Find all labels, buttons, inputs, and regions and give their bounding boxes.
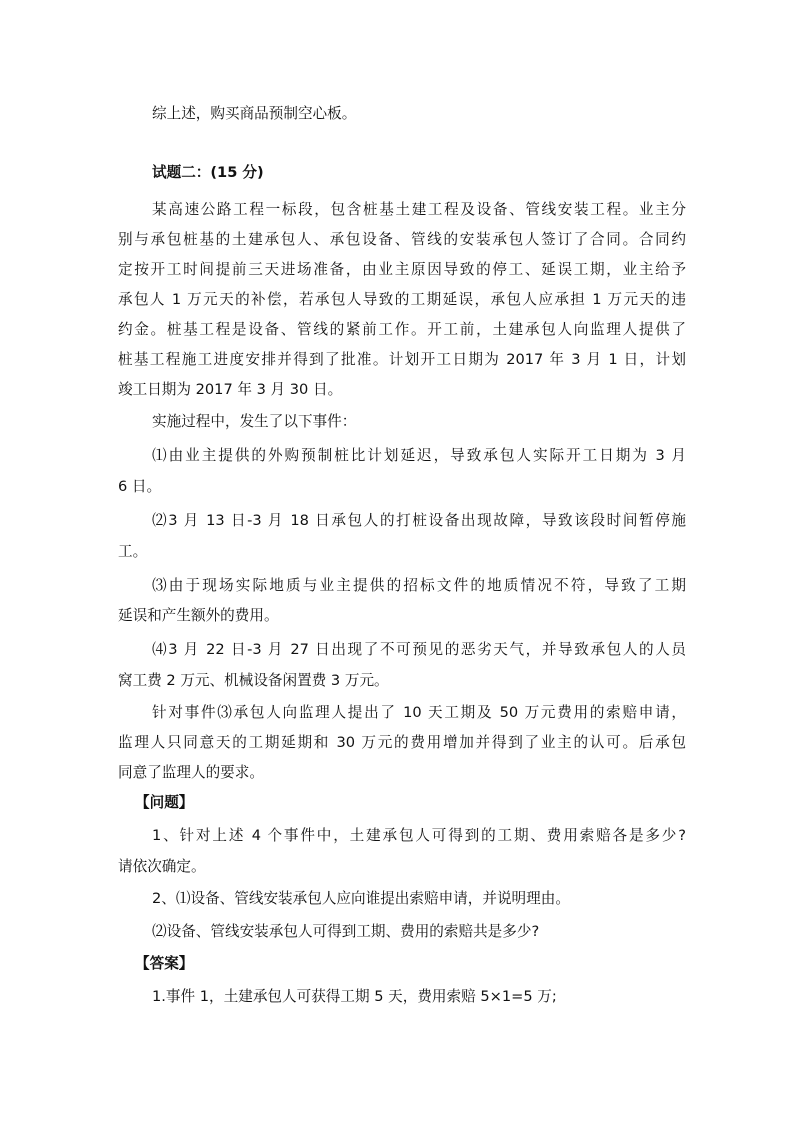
intro-line: 别与承包桩基的土建承包人、承包设备、管线的安装承包人签订了合同。合同约 [118, 231, 686, 248]
intro-line: 约金。桩基工程是设备、管线的紧前工作。开工前，土建承包人向监理人提供了 [118, 321, 686, 338]
event-line: ⑷3 月 22 日-3 月 27 日出现了不可预见的恶劣天气，并导致承包人的人员 [152, 641, 686, 658]
questions-heading: 【问题】 [135, 794, 194, 811]
event-line: 延误和产生额外的费用。 [118, 607, 279, 624]
intro-line: 桩基工程施工进度安排并得到了批准。计划开工日期为 2017 年 3 月 1 日，计划 [118, 351, 686, 368]
answer-line: 1.事件 1，土建承包人可获得工期 5 天，费用索赔 5×1=5 万; [152, 988, 557, 1005]
event-line: ⑵3 月 13 日-3 月 18 日承包人的打桩设备出现故障，导致该段时间暂停施 [152, 512, 686, 529]
section-title: 试题二：(15 分) [152, 164, 264, 181]
intro-line: 定按开工时间提前三天进场准备，由业主原因导致的停工、延误工期，业主给予 [118, 261, 686, 278]
event-line: 6 日。 [118, 478, 162, 495]
question-line: 1、针对上述 4 个事件中，土建承包人可得到的工期、费用索赔各是多少? [152, 827, 686, 844]
claim-line: 同意了监理人的要求。 [118, 764, 264, 781]
question-line: 2、⑴设备、管线安装承包人应向谁提出索赔申请，并说明理由。 [152, 890, 570, 907]
intro-line: 竣工日期为 2017 年 3 月 30 日。 [118, 381, 343, 398]
events-lead: 实施过程中，发生了以下事件： [152, 413, 357, 430]
question-line: 请依次确定。 [118, 858, 206, 875]
event-line: 窝工费 2 万元、机械设备闲置费 3 万元。 [118, 672, 389, 689]
event-line: ⑶由于现场实际地质与业主提供的招标文件的地质情况不符，导致了工期 [152, 577, 686, 594]
intro-line: 承包人 1 万元天的补偿，若承包人导致的工期延误，承包人应承担 1 万元天的违 [118, 291, 686, 308]
conclusion-line: 综上述，购买商品预制空心板。 [152, 105, 357, 122]
intro-line: 某高速公路工程一标段，包含桩基土建工程及设备、管线安装工程。业主分 [152, 201, 686, 218]
claim-line: 针对事件⑶承包人向监理人提出了 10 天工期及 50 万元费用的索赔申请， [152, 704, 686, 721]
event-line: ⑴由业主提供的外购预制桩比计划延迟，导致承包人实际开工日期为 3 月 [152, 447, 686, 464]
question-line: ⑵设备、管线安装承包人可得到工期、费用的索赔共是多少? [152, 923, 540, 940]
answer-heading: 【答案】 [135, 955, 194, 972]
claim-line: 监理人只同意天的工期延期和 30 万元的费用增加并得到了业主的认可。后承包 [118, 734, 686, 751]
event-line: 工。 [118, 543, 148, 560]
